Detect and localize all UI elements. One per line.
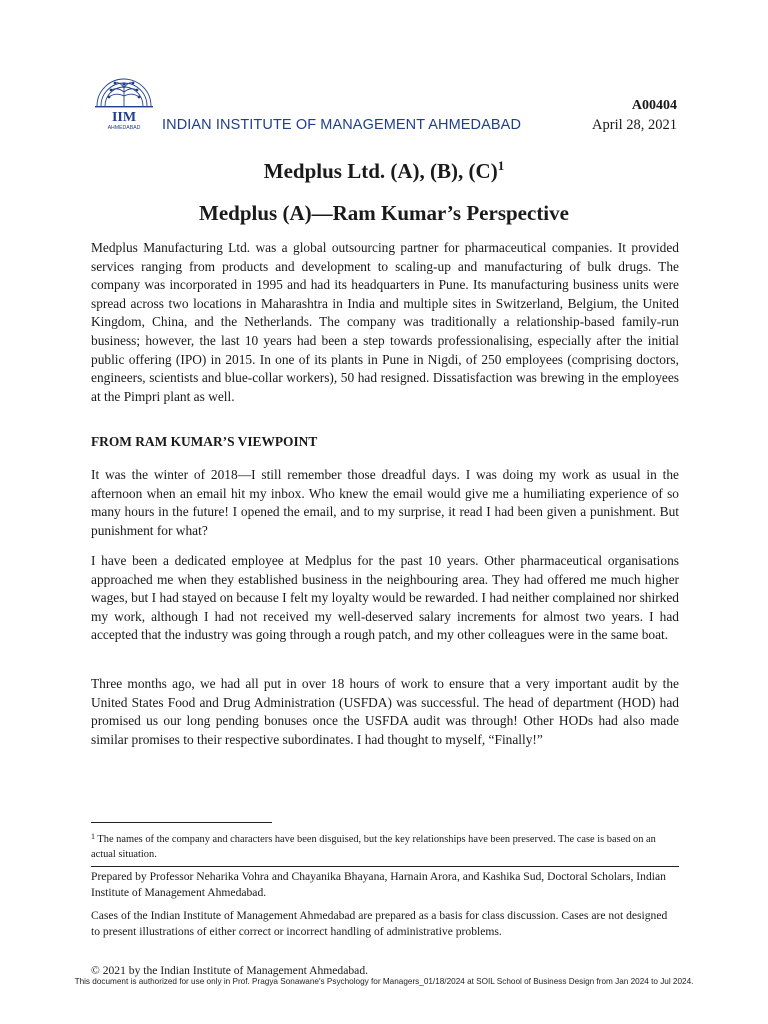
section-heading: FROM RAM KUMAR’S VIEWPOINT [91,434,318,449]
tree-of-life-emblem-icon [91,62,157,132]
title-footnote-mark: 1 [497,158,505,173]
prepared-by: Prepared by Professor Neharika Vohra and Chayanika Bhayana, Harnain Arora, and Kashika Sud, Doctoral Scholars, Indian Institute of Management Ahmedabad. [91,870,666,899]
footnote-divider [91,822,272,823]
footnote-mark: 1 [91,832,95,841]
logo-text: IIM [111,110,137,125]
body-paragraph-2: I have been a dedicated employee at Medplus for the past 10 years. Other pharmaceutical organisations approached me when they established business in the neighbouring area. They had offered me much higher wages, but I had stayed on because I felt my loyalty would be rewarded. I had neither complained nor shirked my work, although I had not received my well-deserved salary increments for almost two years. I had accepted that the industry was going through a rough patch, and my other colleagues were in the same boat. [91,553,679,643]
footer-divider [91,866,679,867]
case-title [0,158,768,184]
case-title-text: Medplus Ltd. (A), (B), (C) [263,159,498,183]
authorization-notice: This document is authorized for use only in Prof. Pragya Sonawane's Psychology for Managers_01/18/2024 at SOIL School of Business Design from Jan 2024 to Jul 2024. [74,977,694,986]
footnote-text: The names of the company and characters have been disguised, but the key relationships have been preserved. The case is based on an actual situation. [91,834,656,860]
case-number: A00404 [631,98,677,113]
body-paragraph-3: Three months ago, we had all put in over 18 hours of work to ensure that a very important audit by the United States Food and Drug Administration (USFDA) was successful. The head of department (HOD) had promised us our long pending bonuses once the USFDA audit was through! Other HODs had also made similar promises to their respective subordinates. I had thought to myself, “Finally!” [91,676,679,747]
copyright: © 2021 by the Indian Institute of Management Ahmedabad. [91,964,369,977]
iim-logo [91,62,157,132]
footnote [91,829,679,862]
case-date: April 28, 2021 [592,117,677,133]
body-paragraph-1: It was the winter of 2018—I still remember those dreadful days. I was doing my work as usual in the afternoon when an email hit my inbox. Who knew the email would give me a humiliating experience of so many hours in the future! I opened the email, and to my surprise, it read I had been given a punishment. But punishment for what? [91,467,679,538]
logo-subtext: AHMEDABAD [107,125,141,131]
intro-paragraph: Medplus Manufacturing Ltd. was a global outsourcing partner for pharmaceutical companies. It provided services ranging from products and development to scaling-up and manufacturing of bulk drugs. The company was incorporated in 1995 and had its headquarters in Pune. Its manufacturing business units were spread across two locations in Maharashtra in India and multiple sites in Switzerland, Belgium, the United Kingdom, China, and the Netherlands. The company was traditionally a relationship-based family-run business; however, the last 10 years had been a step towards professionalising, especially after the initial public offering (IPO) in 2015. In one of its plants in Pune in Nigdi, of 250 employees (comprising doctors, engineers, scientists and blue-collar workers), 50 had resigned. Dissatisfaction was brewing in the employees at the Pimpri plant as well. [91,240,679,404]
case-subtitle: Medplus (A)—Ram Kumar’s Perspective [199,201,569,225]
disclaimer: Cases of the Indian Institute of Management Ahmedabad are prepared as a basis for class discussion. Cases are not designed to present illustrations of either correct or incorrect handling of administrative problems. [91,909,668,938]
institute-name: INDIAN INSTITUTE OF MANAGEMENT AHMEDABAD [162,117,522,133]
